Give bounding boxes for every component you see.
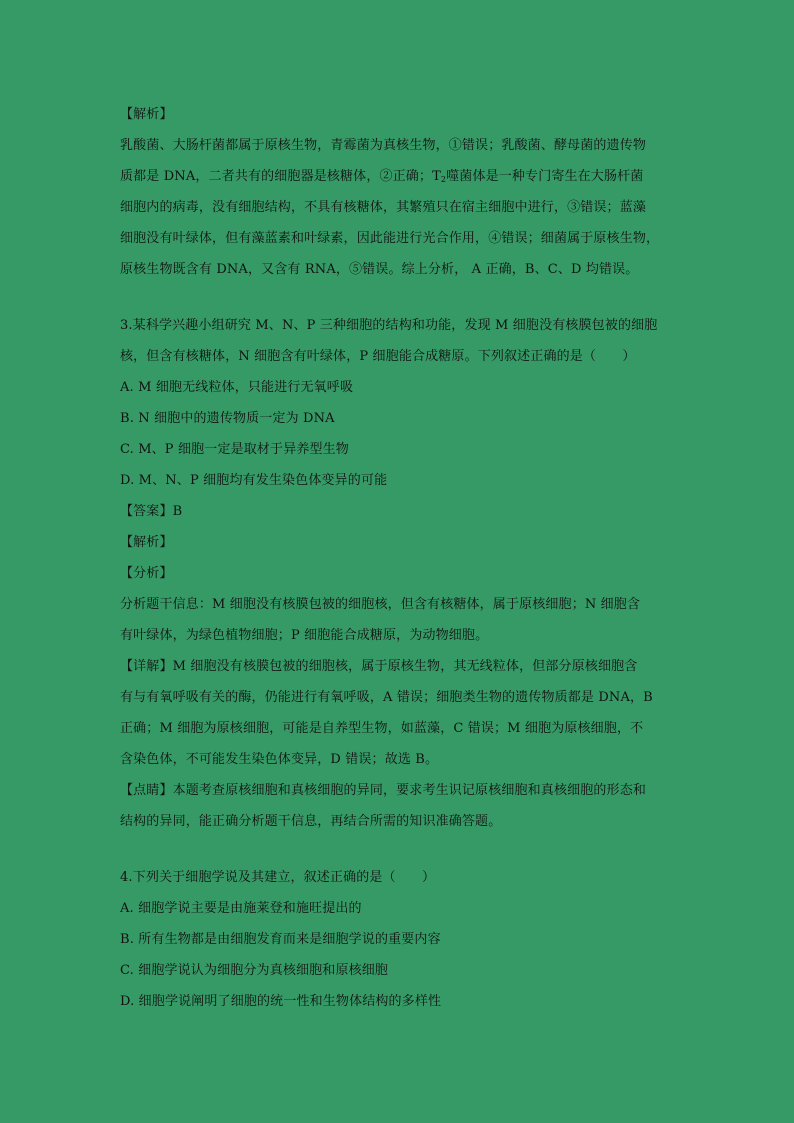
dianjing-line: 结构的异同，能正确分析题干信息，再结合所需的知识准确答题。 xyxy=(120,814,502,829)
question-3-stem: 3.某科学兴趣小组研究 M、N、P 三种细胞的结构和功能，发现 M 细胞没有核膜包被的细胞 xyxy=(120,318,658,333)
dianjing-line xyxy=(120,775,676,806)
question-4-option-d: D. 细胞学说阐明了细胞的统一性和生物体结构的多样性 xyxy=(120,994,442,1009)
question-3-option-c: C. M、P 细胞一定是取材于异养型生物 xyxy=(120,442,349,457)
question-4-option-a: A. 细胞学说主要是由施莱登和施旺提出的 xyxy=(120,901,362,916)
analysis-line: 原核生物既含有 DNA，又含有 RNA，⑤错误。综上分析， A 正确，B、C、D 均错误。 xyxy=(120,262,639,277)
question-4-option-b: B. 所有生物都是由细胞发育而来是细胞学说的重要内容 xyxy=(120,932,441,947)
xiangjie-label: 【详解】 xyxy=(120,659,173,674)
phage-symbol: T xyxy=(432,169,441,184)
answer-value: B xyxy=(172,504,183,519)
xiangjie-line: 含染色体，不可能发生染色体变异，D 错误；故选 B。 xyxy=(120,752,439,767)
xiangjie-line: 正确；M 细胞为原核细胞，可能是自养型生物，如蓝藻，C 错误；M 细胞为原核细胞，不 xyxy=(120,721,644,736)
phage-subscript: 2 xyxy=(440,175,447,184)
dianjing-label: 【点睛】 xyxy=(120,783,173,798)
section-gap xyxy=(120,837,676,862)
analysis-line: 乳酸菌、大肠杆菌都属于原核生物，青霉菌为真核生物，①错误；乳酸菌、酵母菌的遗传物 xyxy=(120,138,647,153)
answer-line xyxy=(120,496,676,527)
section-gap xyxy=(120,285,676,310)
analysis-line xyxy=(120,161,676,192)
question-3-option-b: B. N 细胞中的遗传物质一定为 DNA xyxy=(120,411,335,426)
question-4-stem: 4.下列关于细胞学说及其建立，叙述正确的是（ ） xyxy=(120,870,436,885)
fenxi-line: 有叶绿体，为绿色植物细胞；P 细胞能合成糖原，为动物细胞。 xyxy=(120,628,489,643)
analysis-heading: 【解析】 xyxy=(120,107,173,122)
xiangjie-text: M 细胞没有核膜包被的细胞核，属于原核生物，其无线粒体，但部分原核细胞含 xyxy=(172,659,638,674)
analysis-text: 质都是 DNA，二者共有的细胞器是核糖体，②正确； xyxy=(120,169,433,184)
question-4-option-c: C. 细胞学说认为细胞分为真核细胞和原核细胞 xyxy=(120,963,389,978)
document-page xyxy=(120,99,676,1017)
xiangjie-line: 有与有氧呼吸有关的酶，仍能进行有氧呼吸，A 错误；细胞类生物的遗传物质都是 DNA，B xyxy=(120,690,653,705)
analysis-line: 细胞内的病毒，没有细胞结构，不具有核糖体，其繁殖只在宿主细胞中进行，③错误；蓝藻 xyxy=(120,200,647,215)
dianjing-text: 本题考查原核细胞和真核细胞的异同，要求考生识记原核细胞和真核细胞的形态和 xyxy=(172,783,647,798)
question-3-option-a: A. M 细胞无线粒体，只能进行无氧呼吸 xyxy=(120,380,354,395)
analysis-line: 细胞没有叶绿体，但有藻蓝素和叶绿素，因此能进行光合作用，④错误；细菌属于原核生物， xyxy=(120,231,660,246)
fenxi-line: 分析题干信息：M 细胞没有核膜包被的细胞核，但含有核糖体，属于原核细胞；N 细胞含 xyxy=(120,597,641,612)
analysis-heading: 【解析】 xyxy=(120,535,173,550)
question-3-stem: 核，但含有核糖体，N 细胞含有叶绿体，P 细胞能合成糖原。下列叙述正确的是（ ） xyxy=(120,349,636,364)
question-3-option-d: D. M、N、P 细胞均有发生染色体变异的可能 xyxy=(120,473,388,488)
answer-label: 【答案】 xyxy=(120,504,173,519)
xiangjie-line xyxy=(120,651,676,682)
analysis-text: 噬菌体是一种专门寄生在大肠杆菌 xyxy=(446,169,644,184)
fenxi-heading: 【分析】 xyxy=(120,566,173,581)
